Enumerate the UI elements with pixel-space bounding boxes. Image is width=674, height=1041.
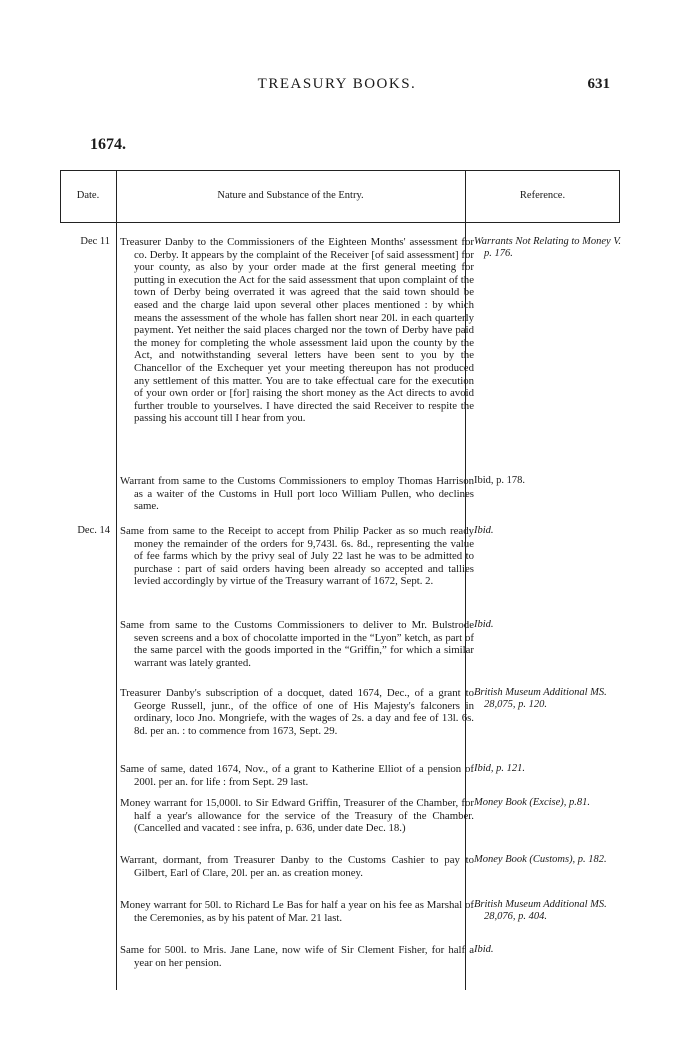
entries-table — [60, 170, 620, 990]
entry-reference: Ibid. — [474, 525, 494, 536]
entry-text: Same for 500l. to Mris. Jane Lane, now wife of Sir Clement Fisher, for half a year on her pension. — [120, 944, 474, 969]
date-column-rule — [116, 170, 117, 990]
entry-text: Same from same to the Customs Commissioners to deliver to Mr. Bulstrode seven screens and a box of chocolatte imported in the “Lyon” ketch, as part of the same parcel with the goods imported in the “Griffin,” for which a similar warrant was lately granted. — [120, 619, 474, 669]
entry-reference: British Museum Additional MS. 28,076, p. 404. — [474, 899, 607, 923]
header-nature: Nature and Substance of the Entry. — [217, 190, 364, 201]
entry-text: Warrant from same to the Customs Commissioners to employ Thomas Harrison as a waiter of the Customs in Hull port loco William Pullen, who declines same. — [120, 475, 474, 513]
entry-reference: Money Book (Customs), p. 182. — [474, 854, 607, 865]
year-heading: 1674. — [90, 136, 126, 153]
entry-reference: Warrants Not Relating to Money V. p. 176. — [474, 236, 621, 260]
table-header-rule — [60, 222, 620, 223]
entry-reference: Ibid. — [474, 944, 494, 955]
entry-text: Warrant, dormant, from Treasurer Danby to the Customs Cashier to pay to Gilbert, Earl of Clare, 20l. per an. as creation money. — [120, 854, 474, 879]
entry-text: Money warrant for 15,000l. to Sir Edward Griffin, Treasurer of the Chamber, for half a year's allowance for the service of the Treasury of the Chamber. (Cancelled and vacated : see infra, p. 636, under date Dec. 18.) — [120, 797, 474, 835]
entry-date: Dec 11 — [80, 236, 110, 247]
entry-reference: Ibid, p. 178. — [474, 475, 526, 486]
entry-reference: Money Book (Excise), p.81. — [474, 797, 591, 808]
header-reference: Reference. — [519, 190, 566, 201]
entry-text: Treasurer Danby to the Commissioners of the Eighteen Months' assessment for co. Derby. It appears by the complaint of the Receiver [of said assessment] for your county, as also by your order made at the first general meeting for putting in execution the Act for the said assessment that upon complaint of the town of Derby being overrated it was agreed that the said town should be eased and the charge laid upon several other places mentioned : by which means the assessment of the whole has fallen short near 20l. in each quarterly payment. Yet neither the said places charged nor the town of Derby have paid the money for completing the whole assessment laid upon the county by the Act, and notwithstanding several letters have been sent to you by the Chancellor of the Exchequer yet your meeting thereupon has not produced any settlement of this matter. You are to take effectual care for the execution of your own order or [for] raising the short money as the Act directs to avoid further trouble to yourselves. I have directed the said Receiver to respite the passing his account till I hear from you. — [120, 236, 474, 425]
entry-reference: British Museum Additional MS. 28,075, p. 120. — [474, 687, 607, 711]
running-head — [0, 76, 674, 100]
entry-text: Money warrant for 50l. to Richard Le Bas for half a year on his fee as Marshal of the Ceremonies, as by his patent of Mar. 21 last. — [120, 899, 474, 924]
entry-text: Same of same, dated 1674, Nov., of a grant to Katherine Elliot of a pension of 200l. per an. for life : from Sept. 29 last. — [120, 763, 474, 788]
entry-date: Dec. 14 — [77, 525, 110, 536]
entry-text: Treasurer Danby's subscription of a docquet, dated 1674, Dec., of a grant to George Russell, junr., of the office of one of His Majesty's falconers in ordinary, loco Jno. Mongriefe, with the wages of 2s. a day and fee of 13l. 6s. 8d. per an. : to commence from 1673, Sept. 29. — [120, 687, 474, 737]
running-title: TREASURY BOOKS. — [257, 76, 417, 92]
page-number: 631 — [587, 76, 610, 92]
entry-reference: Ibid, p. 121. — [474, 763, 526, 774]
entry-reference: Ibid. — [474, 619, 494, 630]
table-top-rule — [60, 170, 620, 171]
entry-text: Same from same to the Receipt to accept from Philip Packer as so much ready money the remainder of the orders for 9,743l. 6s. 8d., representing the value of fee farms which by the privy seal of July 22 last he was to be admitted to purchase : part of said orders having been already so accepted and tallies levied accordingly by virtue of the Treasury warrant of 1672, Sept. 2. — [120, 525, 474, 588]
header-date: Date. — [76, 190, 100, 201]
